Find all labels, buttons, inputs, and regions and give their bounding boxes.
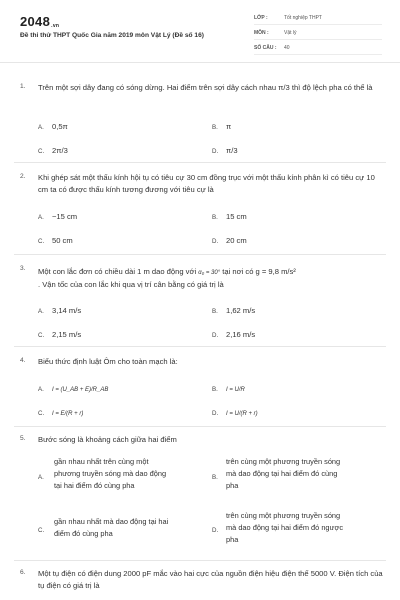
option-text: 20 cm [226,236,247,245]
option-a[interactable] [38,306,81,315]
option-b[interactable] [226,456,386,492]
divider [14,162,386,163]
option-letter: A. [38,386,44,393]
option-line: mà dao động tại hai điểm đó cùng [226,469,338,478]
option-letter: A. [38,214,44,221]
question-number: 3. [20,265,26,272]
option-line: mà dao động tại hai điểm đó ngược [226,523,344,532]
option-text: 50 cm [52,236,73,245]
option-letter: D. [212,410,219,417]
option-letter: B. [212,308,218,315]
ohm-formula-c: I = E/(R + r) [52,411,84,417]
option-text: 2,16 m/s [226,330,256,339]
site-logo[interactable] [20,14,59,29]
meta-value: Vật lý [284,30,297,36]
option-line: phương truyền sóng mà dao động [54,469,167,478]
option-c[interactable] [38,408,83,417]
option-letter: B. [212,214,218,221]
option-b[interactable] [212,122,231,131]
divider [14,254,386,255]
question-number: 6. [20,569,26,576]
option-text: π [226,122,232,131]
meta-label: SỐ CÂU : [254,45,277,51]
option-letter: C. [38,527,45,534]
option-line: pha [226,481,239,490]
question-text-part: Một con lắc đơn có chiều dài 1 m dao động với [38,267,197,276]
exam-meta [254,12,382,55]
divider [14,426,386,427]
option-d[interactable] [226,510,386,546]
option-letter: C. [38,148,45,155]
option-line: điểm đó cùng pha [54,529,113,538]
option-text: 15 cm [226,212,247,221]
ohm-formula-a: I = (U_AB + E)/R_AB [52,387,109,393]
option-d[interactable] [212,408,258,417]
option-letter: B. [212,474,218,481]
option-letter: C. [38,410,45,417]
option-letter: D. [212,238,219,245]
option-text: 0,5π [52,122,68,131]
question-text [38,266,383,291]
option-letter: C. [38,238,45,245]
option-letter: D. [212,332,219,339]
divider [14,560,386,561]
option-line: gần nhau nhất mà dao động tại hai [54,517,169,526]
question-text: Một tụ điện có điện dung 2000 pF mắc vào hai cực của nguồn điện hiệu điện thế 5000 V. Điện tích của tụ điện có giá trị là [38,569,383,590]
option-letter: A. [38,474,44,481]
option-letter: D. [212,148,219,155]
option-text: −15 cm [52,212,78,221]
question-text-part: . Vận tốc của con lắc khi qua vị trí cân bằng có giá trị là [38,280,224,289]
meta-row-subject [254,27,382,40]
option-text: 2π/3 [52,146,68,155]
question-text-part: tại nơi có g = 9,8 m/s² [222,267,296,276]
option-c[interactable] [38,146,68,155]
exam-header [0,0,400,63]
option-text: π/3 [226,146,238,155]
option-a[interactable] [38,384,108,393]
option-a[interactable] [38,122,68,131]
meta-value: 40 [284,45,290,51]
option-d[interactable] [212,146,238,155]
question-text: Biểu thức định luật Ôm cho toàn mạch là: [38,357,178,366]
question-text: Khi ghép sát một thấu kính hội tụ có tiêu cự 30 cm đồng trục với một thấu kính phân kì có tiêu cự 10 cm ta có được thấu kính tương đương với tiêu cự là [38,173,375,194]
divider [14,346,386,347]
option-b[interactable] [212,306,255,315]
question-number: 2. [20,173,26,180]
meta-label: MÔN : [254,30,269,36]
option-letter: A. [38,308,44,315]
option-letter: C. [38,332,45,339]
option-a[interactable] [38,212,77,221]
question-text: Bước sóng là khoảng cách giữa hai điểm [38,435,177,444]
question-number: 4. [20,357,26,364]
exam-title: Đề thi thử THPT Quốc Gia năm 2019 môn Vật Lý (Đề số 16) [20,32,204,39]
option-letter: A. [38,124,44,131]
option-text: 2,15 m/s [52,330,82,339]
logo-suffix: .vn [51,23,60,29]
ohm-formula-b: I = U/R [226,387,245,393]
question-number: 1. [20,83,26,90]
option-c[interactable] [38,236,73,245]
option-text: 3,14 m/s [52,306,82,315]
ohm-formula-d: I = U/(R + r) [226,411,258,417]
option-letter: B. [212,124,218,131]
option-line: pha [226,535,239,544]
option-text: 1,62 m/s [226,306,256,315]
option-a[interactable] [54,456,204,492]
option-line: trên cùng một phương truyền sóng [226,457,341,466]
logo-main: 2048 [20,14,51,29]
option-b[interactable] [212,212,247,221]
meta-row-count [254,42,382,55]
option-d[interactable] [212,330,255,339]
option-d[interactable] [212,236,247,245]
option-line: gần nhau nhất trên cùng một [54,457,149,466]
option-c[interactable] [38,330,81,339]
meta-value: Tốt nghiệp THPT [284,15,322,21]
option-line: trên cùng một phương truyền sóng [226,511,341,520]
option-letter: D. [212,527,219,534]
meta-label: LỚP : [254,15,268,21]
alpha-zero-formula: α₀ = 30° [198,270,221,276]
question-number: 5. [20,435,26,442]
meta-row-class [254,12,382,25]
option-b[interactable] [212,384,245,393]
option-line: tại hai điểm đó cùng pha [54,481,135,490]
option-letter: B. [212,386,218,393]
question-text: Trên một sợi dây đang có sóng dừng. Hai điểm trên sợi dây cách nhau π/3 thì độ lệch pha có thể là [38,83,373,92]
option-c[interactable] [54,516,204,540]
